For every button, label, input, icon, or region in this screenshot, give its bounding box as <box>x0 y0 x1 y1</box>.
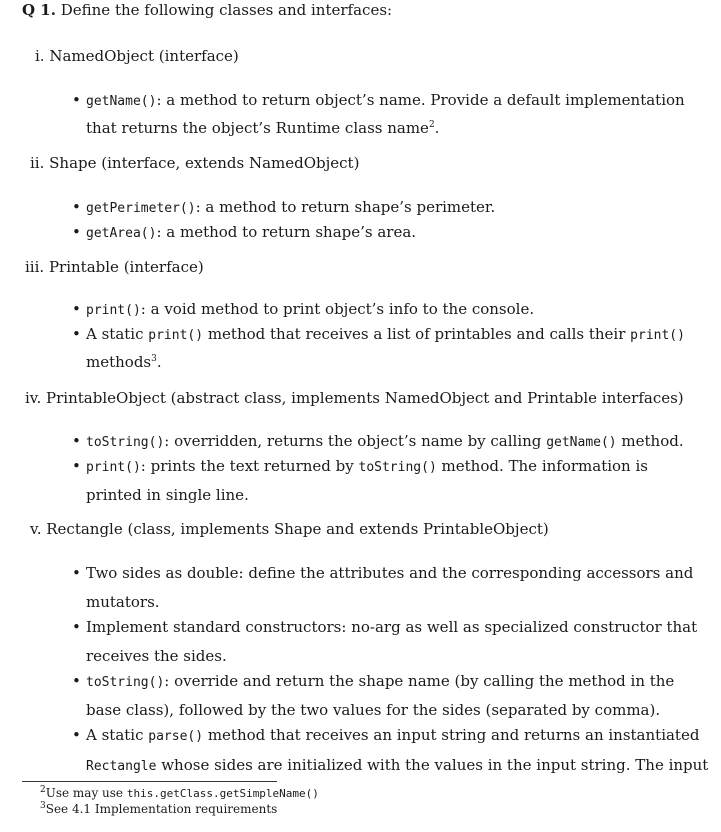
footnote-divider <box>22 781 277 782</box>
code-print: print() <box>86 460 141 475</box>
item-2-heading <box>30 154 359 172</box>
code-parse: parse() <box>148 729 204 744</box>
question-heading <box>22 1 392 19</box>
code-rectangle: Rectangle <box>86 759 157 774</box>
item-title: NamedObject (interface) <box>49 47 239 65</box>
bullet-marker: • <box>72 432 81 450</box>
item-title: Shape (interface, extends NamedObject) <box>49 154 360 172</box>
code-getperimeter: getPerimeter() <box>86 201 196 216</box>
bullet-print-impl-line1: print(): prints the text returned by toString() method. The information is <box>86 457 648 475</box>
footnote-2: $^2$Use may use this.getClass.getSimpleName() <box>40 785 319 800</box>
footnote-3: $^3$See 4.1 Implementation requirements <box>40 801 278 816</box>
bullet-two-sides-line1: Two sides as double: define the attributes and the corresponding accessors and <box>86 564 694 582</box>
bullet-parse-line2: Rectangle whose sides are initialized with the values in the input string. The input <box>86 756 709 774</box>
code-tostring: toString() <box>86 675 165 690</box>
item-number: iv. <box>25 389 42 407</box>
item-number: i. <box>35 47 45 65</box>
bullet-marker: • <box>72 91 81 109</box>
code-getarea: getArea() <box>86 226 157 241</box>
bullet-getarea: getArea(): a method to return shape’s area. <box>86 223 417 241</box>
bullet-marker: • <box>72 457 81 475</box>
bullet-rect-tostring-line2: base class), followed by the two values for the sides (separated by comma). <box>86 701 661 719</box>
bullet-constructors-line1: Implement standard constructors: no-arg as well as specialized constructor that <box>86 618 698 636</box>
item-number: v. <box>30 520 42 538</box>
bullet-marker: • <box>72 300 81 318</box>
question-label: Q 1. <box>22 1 56 19</box>
code-print: print() <box>148 328 204 343</box>
code-getname: getName() <box>86 94 157 109</box>
item-title: Printable (interface) <box>48 258 204 276</box>
bullet-rect-tostring-line1: toString(): override and return the shape name (by calling the method in the <box>86 672 675 690</box>
bullet-marker: • <box>72 618 81 636</box>
code-tostring: toString() <box>86 435 165 450</box>
code-getname: getName() <box>546 435 617 450</box>
bullet-print: print(): a void method to print object’s info to the console. <box>86 300 535 318</box>
bullet-parse-line1: A static parse() method that receives an input string and returns an instantiated <box>86 726 700 744</box>
code-print: print() <box>86 303 141 318</box>
bullet-getname-line2: that returns the object’s Runtime class name$^2$. <box>86 119 440 137</box>
bullet-getperimeter: getPerimeter(): a method to return shape’s perimeter. <box>86 198 496 216</box>
bullet-marker: • <box>72 726 81 744</box>
bullet-marker: • <box>72 325 81 343</box>
code-getsimplename: this.getClass.getSimpleName() <box>126 787 319 800</box>
bullet-static-print-line2: methods$^3$. <box>86 353 162 371</box>
bullet-marker: • <box>72 198 81 216</box>
bullet-static-print-line1: A static print() method that receives a list of printables and calls their print() <box>86 325 685 343</box>
item-5-heading <box>30 520 549 538</box>
item-4-heading <box>25 389 684 407</box>
bullet-print-impl-line2: printed in single line. <box>86 486 249 504</box>
bullet-marker: • <box>72 672 81 690</box>
bullet-two-sides-line2: mutators. <box>86 593 160 611</box>
item-3-heading <box>25 258 204 276</box>
bullet-constructors-line2: receives the sides. <box>86 647 227 665</box>
item-title: PrintableObject (abstract class, implements NamedObject and Printable interfaces) <box>46 389 684 407</box>
bullet-marker: • <box>72 564 81 582</box>
item-title: Rectangle (class, implements Shape and extends PrintableObject) <box>46 520 549 538</box>
item-1-heading <box>35 47 239 65</box>
bullet-getname-line1: getName(): a method to return object’s name. Provide a default implementation <box>86 91 685 109</box>
footnote-number: 2 <box>40 785 46 795</box>
code-print: print() <box>630 328 685 343</box>
bullet-tostring: toString(): overridden, returns the object’s name by calling getName() method. <box>86 432 684 450</box>
footnote-ref-2: 2 <box>428 120 435 130</box>
code-tostring: toString() <box>358 460 437 475</box>
item-number: iii. <box>25 258 45 276</box>
bullet-marker: • <box>72 223 81 241</box>
question-text: Define the following classes and interfaces: <box>60 1 393 19</box>
footnote-number: 3 <box>40 801 46 811</box>
footnote-ref-3: 3 <box>151 354 157 364</box>
item-number: ii. <box>30 154 45 172</box>
